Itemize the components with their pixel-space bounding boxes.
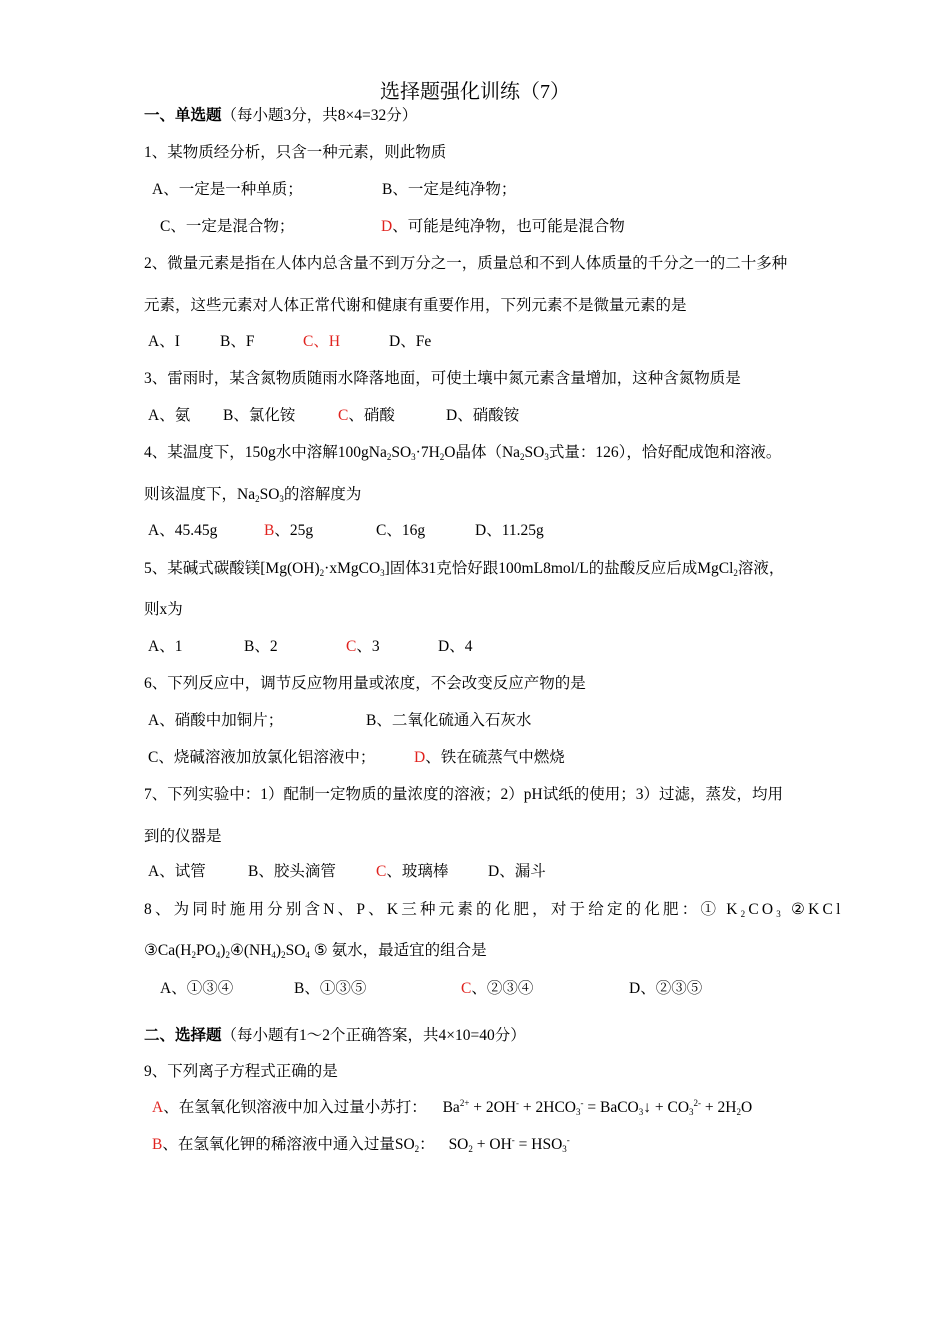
- q6-option-a: A、硝酸中加铜片；: [148, 712, 284, 729]
- q4-text: 4、某温度下，150g水中溶解100gNa: [144, 444, 387, 461]
- q8-text: CO: [748, 901, 777, 918]
- q8-sub: 4: [215, 950, 221, 960]
- q4-option-b-text: 、25g: [274, 522, 314, 539]
- q2-option-d: D、Fe: [389, 333, 432, 350]
- eq-sup: -: [516, 1098, 520, 1108]
- question-5-stem-line-2: 则x为: [144, 601, 183, 618]
- section-2-note: （每小题有1～2个正确答案，共4×10=40分）: [221, 1027, 526, 1044]
- q4-sub: 2: [255, 494, 260, 504]
- q3-option-b: B、氯化铵: [223, 407, 296, 424]
- q6-option-b: B、二氧化硫通入石灰水: [366, 712, 532, 729]
- q7-option-a: A、试管: [148, 863, 206, 880]
- q4-option-d: D、11.25g: [475, 522, 544, 539]
- q9-option-b: [152, 1135, 570, 1155]
- eq-text: = HSO: [514, 1136, 563, 1153]
- eq-text: = BaCO: [583, 1099, 639, 1116]
- q4-text: SO: [524, 444, 545, 461]
- q7-answer-letter: C: [376, 863, 387, 880]
- q1-option-d: [381, 217, 625, 237]
- question-9-stem: 9、下列离子方程式正确的是: [144, 1063, 338, 1080]
- q7-option-c: [376, 862, 448, 882]
- q3-answer-letter: C: [338, 407, 349, 424]
- q8-text: ④(NH: [229, 942, 272, 959]
- q8-text: ③Ca(H: [144, 942, 192, 959]
- q2-option-c-answer: C、H: [303, 333, 341, 350]
- q4-sub: 3: [544, 452, 549, 462]
- q4-sub: 2: [386, 452, 392, 462]
- section-2-label: 二、选择题: [144, 1027, 222, 1044]
- q5-answer-letter: C: [346, 638, 357, 655]
- eq-text: + OH: [472, 1136, 512, 1153]
- eq-sup: 2+: [459, 1098, 470, 1108]
- q1-option-d-text: 、可能是纯净物，也可能是混合物: [392, 218, 625, 235]
- q4-text: SO: [391, 444, 412, 461]
- q4-option-b: [264, 521, 313, 541]
- q8-text: 8、为同时施用分别含N、P、K三种元素的化肥，对于给定的化肥：① K: [144, 901, 741, 918]
- q5-sub: 3: [380, 568, 385, 578]
- section-1-label: 一、单选题: [144, 107, 222, 124]
- q9-answer-letter-a: A: [152, 1099, 164, 1116]
- question-1-stem: 1、某物质经分析，只含一种元素，则此物质: [144, 144, 447, 161]
- eq-text: ↓ + CO: [643, 1099, 690, 1116]
- q5-text: 溶液，: [737, 560, 785, 577]
- q4-text: 的溶解度为: [283, 486, 362, 503]
- eq-sub: 2: [736, 1107, 741, 1117]
- q4-text: SO: [259, 486, 280, 503]
- q8-sub: 4: [305, 950, 310, 960]
- q8-option-b: B、①③⑤: [294, 980, 367, 997]
- q2-option-b: B、F: [220, 333, 255, 350]
- q7-option-d: D、漏斗: [488, 863, 546, 880]
- q5-option-d: D、4: [438, 638, 473, 655]
- question-3-stem: 3、雷雨时，某含氮物质随雨水降落地面，可使土壤中氮元素含量增加，这种含氮物质是: [144, 370, 741, 387]
- q1-option-a: A、一定是一种单质；: [152, 181, 303, 198]
- question-4-stem-line-2: [144, 485, 361, 505]
- q1-answer-letter: D: [381, 218, 393, 235]
- q3-option-d: D、硝酸铵: [446, 407, 520, 424]
- q8-sub: 2: [740, 909, 749, 919]
- q5-option-c-text: 、3: [356, 638, 380, 655]
- q8-text: ②KCl: [783, 901, 844, 918]
- q5-option-a: A、1: [148, 638, 183, 655]
- q4-text: ·7H: [415, 444, 440, 461]
- q6-option-d-text: 、铁在硫蒸气中燃烧: [425, 749, 565, 766]
- q5-option-c: [346, 637, 380, 657]
- q9-b-colon: ：: [419, 1136, 435, 1153]
- q4-sub: 2: [439, 452, 445, 462]
- q4-option-c: C、16g: [376, 522, 426, 539]
- q8-sub: 2: [225, 950, 230, 960]
- q5-sub: 2: [319, 568, 325, 578]
- q5-sub: 2: [733, 568, 738, 578]
- q1-option-c: C、一定是混合物；: [160, 218, 295, 235]
- eq-sub: 3: [638, 1107, 644, 1117]
- q4-answer-letter: B: [264, 522, 275, 539]
- question-7-stem-line-2: 到的仪器是: [144, 828, 222, 845]
- eq-sub: 3: [562, 1144, 567, 1154]
- eq-text: + 2HCO: [519, 1099, 576, 1116]
- section-1-heading: [144, 106, 417, 126]
- q9-answer-letter-b: B: [152, 1136, 163, 1153]
- question-2-stem-line-1: 2、微量元素是指在人体内总含量不到万分之一，质量总和不到人体质量的千分之一的二十多种: [144, 255, 788, 272]
- q6-answer-letter: D: [414, 749, 426, 766]
- q9-option-a-text: 、在氢氧化钡溶液中加入过量小苏打：: [163, 1099, 427, 1116]
- q4-sub: 2: [520, 452, 525, 462]
- question-8-stem-line-2: [144, 941, 487, 961]
- q8-sub: 2: [191, 950, 196, 960]
- q8-text: PO: [195, 942, 216, 959]
- q8-sub: 4: [271, 950, 276, 960]
- q8-option-c-text: 、②③④: [471, 980, 534, 997]
- eq-sub: 3: [576, 1107, 581, 1117]
- q4-sub: 3: [411, 452, 416, 462]
- eq-text: SO: [448, 1136, 469, 1153]
- q7-option-b: B、胶头滴管: [248, 863, 336, 880]
- q4-option-a: A、45.45g: [148, 522, 218, 539]
- q3-option-c: [338, 406, 395, 426]
- q8-answer-letter: C: [461, 980, 472, 997]
- q8-text: ): [275, 942, 282, 959]
- q9-option-a: [152, 1098, 752, 1118]
- q5-text: ·xMgCO: [324, 560, 381, 577]
- page-title: 选择题强化训练（7）: [380, 81, 570, 103]
- q5-text: ]固体31克恰好跟100mL8mol/L的盐酸反应后成MgCl: [384, 560, 734, 577]
- question-4-stem-line-1: [144, 443, 781, 463]
- q8-text: SO: [285, 942, 306, 959]
- q5-option-b: B、2: [244, 638, 278, 655]
- eq-sup: 2-: [693, 1098, 702, 1108]
- q3-option-a: A、氨: [148, 407, 191, 424]
- q9-option-b-text: 、在氢氧化钾的稀溶液中通入过量SO: [162, 1136, 415, 1153]
- q7-option-c-text: 、玻璃棒: [386, 863, 449, 880]
- q8-sub: 2: [281, 950, 286, 960]
- q4-text: O晶体（Na: [444, 444, 521, 461]
- eq-sup: -: [566, 1135, 570, 1145]
- q4-text: 式量：126），恰好配成饱和溶液。: [548, 444, 782, 461]
- q2-option-a: A、I: [148, 333, 180, 350]
- q5-text: 5、某碱式碳酸镁[Mg(OH): [144, 560, 320, 577]
- section-2-heading: [144, 1026, 526, 1046]
- q6-option-d: [414, 748, 565, 768]
- q6-option-c: C、烧碱溶液加放氯化铝溶液中；: [148, 749, 376, 766]
- q8-text: ): [220, 942, 226, 959]
- eq-sup: -: [511, 1135, 515, 1145]
- q1-option-b: B、一定是纯净物；: [382, 181, 517, 198]
- question-2-stem-line-2: 元素，这些元素对人体正常代谢和健康有重要作用，下列元素不是微量元素的是: [144, 297, 687, 314]
- eq-sup: -: [580, 1098, 584, 1108]
- eq-text: + 2H: [701, 1099, 737, 1116]
- question-7-stem-line-1: 7、下列实验中：1）配制一定物质的量浓度的溶液；2）pH试纸的使用；3）过滤，蒸发，均用: [144, 786, 783, 803]
- question-8-stem-line-1: [144, 900, 844, 920]
- q4-text: 则该温度下，Na: [144, 486, 256, 503]
- eq-text: + 2OH: [469, 1099, 517, 1116]
- q8-text: ⑤ 氨水，最适宜的组合是: [309, 942, 487, 959]
- q8-sub: 3: [776, 909, 784, 919]
- q8-option-a: A、①③④: [160, 980, 234, 997]
- q9-option-a-equation: [443, 1099, 753, 1116]
- question-6-stem: 6、下列反应中，调节反应物用量或浓度，不会改变反应产物的是: [144, 675, 586, 692]
- q3-option-c-text: 、硝酸: [348, 407, 395, 424]
- eq-sub: 3: [689, 1107, 694, 1117]
- q9-b-sub: 2: [414, 1144, 420, 1154]
- question-5-stem-line-1: [144, 559, 784, 579]
- q9-option-b-equation: [449, 1136, 570, 1153]
- eq-text: Ba: [442, 1099, 460, 1116]
- q4-sub: 3: [279, 494, 284, 504]
- section-1-note: （每小题3分，共8×4=32分）: [221, 107, 418, 124]
- q8-option-c: [461, 979, 533, 999]
- eq-sub: 2: [468, 1144, 473, 1154]
- q8-option-d: D、②③⑤: [629, 980, 703, 997]
- eq-text: O: [740, 1099, 753, 1116]
